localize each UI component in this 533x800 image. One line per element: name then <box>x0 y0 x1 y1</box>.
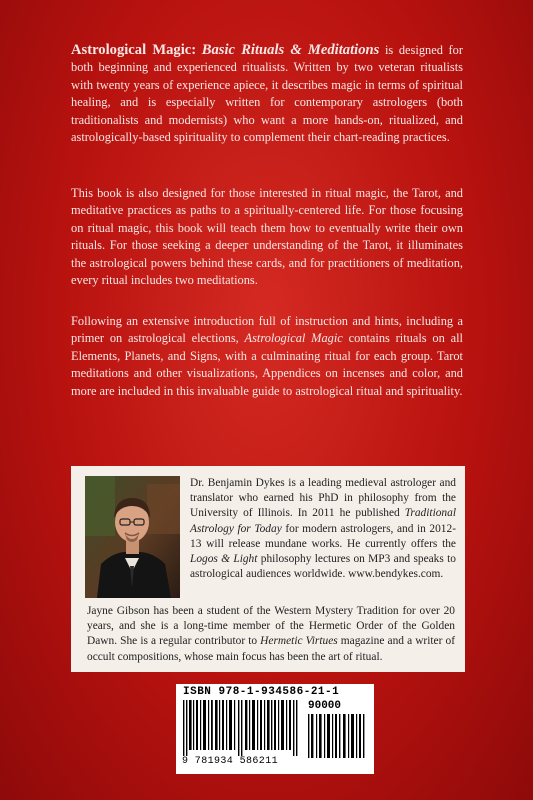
author-bio-dykes <box>190 476 456 582</box>
blurb-paragraph-2: This book is also designed for those interested in ritual magic, the Tarot, and meditative practices as paths to a spiritually-centered life. For those focusing on ritual magic, this book will teach them how to eventually write their own rituals. For those seeking a deeper understanding of the Tarot, it illuminates the astrological powers behind these cards, and for practitioners of meditation, every ritual includes two meditations. <box>71 186 463 288</box>
author-bio-gibson <box>87 604 455 665</box>
isbn-barcode <box>183 700 303 756</box>
book-title: Astrological Magic: <box>71 42 197 58</box>
blurb-paragraph-1 <box>71 42 463 146</box>
blurb-paragraph-3-text-b: contains rituals on all Elements, Planets, and Signs, with a culminating ritual for each group. Tarot meditations and other visualizations, Appendices on incenses and color, and more are included in this invaluable guide to astrological ritual and spirituality. <box>71 331 463 398</box>
author-portrait-image <box>85 476 180 598</box>
blurb-paragraph-1-text: is designed for both beginning and experienced ritualists. Written by two veteran ritualists with twenty years of experience apiece, it describes magic in terms of spiritual healing, and is especially written for contemporary astrologers (both traditionalists and modernists) who want a more hands-on, ritualized, and astrologically-based spirituality to complement their chart-reading practices. <box>71 43 463 145</box>
bio-gibson-title: Hermetic Virtues <box>260 635 338 648</box>
bio-dykes-title-1: Traditional Astrology for Today <box>190 507 456 535</box>
isbn-label: ISBN 978-1-934586-21-1 <box>183 686 340 698</box>
price-code: 90000 <box>308 700 342 712</box>
book-title-inline: Astrological Magic <box>244 331 343 346</box>
bio-dykes-text-a: Dr. Benjamin Dykes is a leading medieval astrologer and translator who earned his PhD in philosophy from the University of Illinois. In 2011 he published <box>190 477 456 520</box>
barcode-digits: 9 781934 586211 <box>182 756 279 767</box>
bio-dykes-text-b: for modern astrologers, and in 2012-13 will release mundane works. He currently offers the <box>190 522 456 550</box>
blurb-paragraph-3 <box>71 313 463 400</box>
blurb-paragraph-3-text-a: Following an extensive introduction full of instruction and hints, including a primer on astrological elections, <box>71 314 463 346</box>
bio-dykes-title-2: Logos & Light <box>190 553 258 566</box>
book-subtitle: Basic Rituals & Meditations <box>201 42 380 58</box>
bio-gibson-text-b: magazine and a writer of occult compositions, whose main focus has been the art of ritual. <box>87 635 455 663</box>
bio-dykes-text-c: philosophy lectures on MP3 and speaks to astrological audiences worldwide. www.bendykes.com. <box>190 553 456 581</box>
bio-gibson-text-a: Jayne Gibson has been a student of the Western Mystery Tradition for over 20 years, and she is a long-time member of the Hermetic Order of the Golden Dawn. She is a regular contributor to <box>87 605 455 648</box>
author-photo <box>85 476 180 598</box>
price-barcode <box>308 714 368 758</box>
